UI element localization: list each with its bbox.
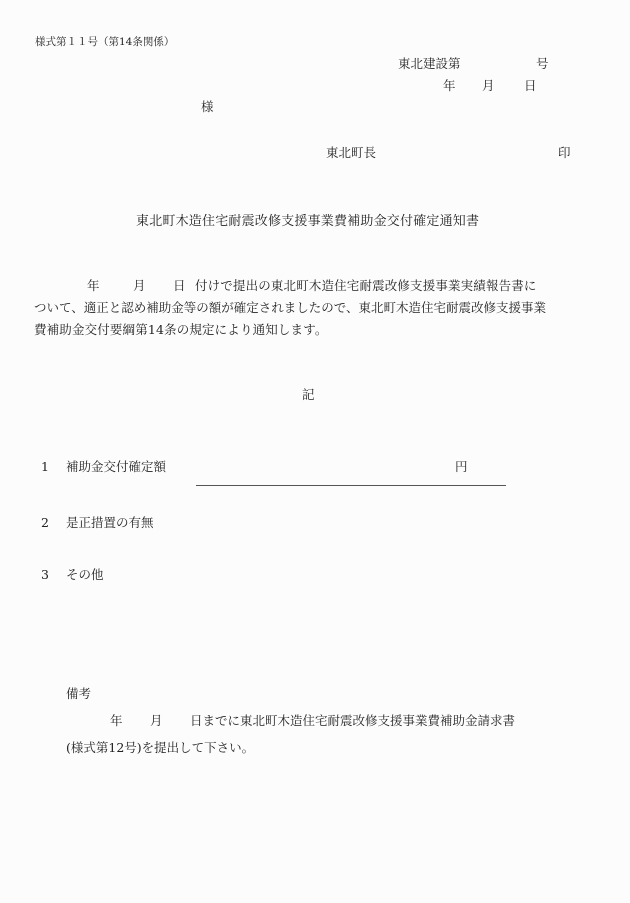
issuer-name: 東北町長 — [326, 145, 377, 160]
body-line-1-month: 月 — [133, 278, 146, 293]
item-2-label: 是正措置の有無 — [66, 515, 154, 530]
ki-heading: 記 — [302, 387, 315, 402]
document-number-suffix: 号 — [536, 56, 549, 71]
remarks-line-1-year: 年 — [110, 713, 123, 728]
issue-date-day: 日 — [524, 78, 537, 93]
form-label: 様式第１１号（第14条関係） — [35, 36, 175, 48]
addressee-suffix: 様 — [201, 99, 214, 114]
remarks-heading: 備考 — [66, 686, 92, 701]
body-line-1: 付けで提出の東北町木造住宅耐震改修支援事業実績報告書に — [195, 278, 537, 293]
item-3-number: 3 — [41, 567, 49, 582]
body-line-1-year: 年 — [87, 278, 100, 293]
item-1-unit: 円 — [455, 459, 468, 474]
document-number-prefix: 東北建設第 — [398, 56, 461, 71]
document-title: 東北町木造住宅耐震改修支援事業費補助金交付確定通知書 — [136, 214, 480, 229]
item-1-label: 補助金交付確定額 — [66, 459, 167, 474]
amount-underline — [196, 485, 506, 486]
seal-mark: 印 — [558, 145, 571, 160]
issue-date-year: 年 — [443, 78, 456, 93]
item-3-label: その他 — [66, 567, 104, 582]
issue-date-month: 月 — [482, 78, 495, 93]
remarks-line-1-month: 月 — [150, 713, 163, 728]
remarks-line-2: (様式第12号)を提出して下さい。 — [66, 740, 255, 755]
body-line-2: ついて、適正と認め補助金等の額が確定されましたので、東北町木造住宅耐震改修支援事業 — [34, 300, 547, 315]
body-line-1-day: 日 — [173, 278, 186, 293]
remarks-line-1: 日までに東北町木造住宅耐震改修支援事業費補助金請求書 — [190, 713, 516, 728]
item-2-number: 2 — [41, 515, 49, 530]
item-1-number: 1 — [41, 459, 49, 474]
body-line-3: 費補助金交付要綱第14条の規定により通知します。 — [34, 322, 328, 337]
